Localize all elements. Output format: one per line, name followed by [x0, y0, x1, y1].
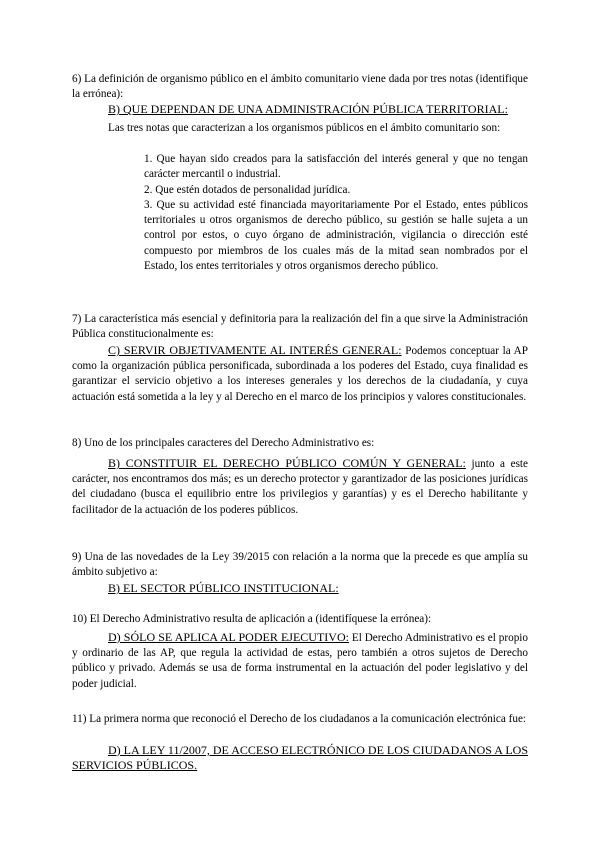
answer-10 — [72, 630, 528, 692]
question-9: 9) Una de las novedades de la Ley 39/2015 con relación a la norma que la precede es que amplía su ámbito subjetivo a: — [72, 551, 528, 579]
question-6: 6) La definición de organismo público en el ámbito comunitario viene dada por tres notas (identifique la errónea): — [72, 73, 528, 101]
explanation-10: El Derecho Administrativo es el propio y ordinario de las AP, que regula la actividad de estas, pero también a otros sujetos de Derecho público y privado. Además se usa de forma instrumental en la actuación del poder legislativo y del poder judicial. — [72, 632, 529, 690]
explanation-6: Las tres notas que caracterizan a los organismos públicos en el ámbito comunitario son: — [108, 122, 501, 134]
list-item-6-1: 1. Que hayan sido creados para la satisfacción del interés general y que no tengan carácter mercantil o industrial. — [144, 153, 528, 181]
answer-11 — [72, 743, 528, 773]
answer-8 — [72, 456, 528, 518]
answer-6-title: B) QUE DEPENDAN DE UNA ADMINISTRACIÓN PÚBLICA TERRITORIAL: — [108, 102, 508, 116]
question-10: 10) El Derecho Administrativo resulta de aplicación a (identifíquese la errónea): — [72, 613, 432, 625]
answer-9-title: B) EL SECTOR PÚBLICO INSTITUCIONAL: — [108, 581, 339, 595]
question-11: 11) La primera norma que reconoció el Derecho de los ciudadanos a la comunicación electrónica fue: — [72, 713, 527, 725]
answer-7 — [72, 343, 528, 405]
explanation-7: Podemos conceptuar la AP como la organización pública personificada, subordinada a los poderes del Estado, cuya finalidad es garantizar el servicio objetivo a los intereses generales y los derechos de la ciudadanía, y cuya actuación está sometida a la ley y al Derecho en el marco de los principios y valores constitucionales. — [72, 345, 528, 403]
answer-11-title: D) LA LEY 11/2007, DE ACCESO ELECTRÓNICO DE LOS CIUDADANOS A LOS SERVICIOS PÚBLICOS. — [72, 743, 528, 773]
list-item-6-3: 3. Que su actividad esté financiada mayoritariamente Por el Estado, entes públicos territoriales u otros organismos de derecho público, su gestión se halle sujeta a un control por estos, o cuyo órgano de administración, vigilancia o dirección esté compuesto por miembros de los cuales más de la mitad sean nombrados por el Estado, los entes territoriales y otros organismos derecho público. — [144, 199, 528, 272]
answer-7-title: C) SERVIR OBJETIVAMENTE AL INTERÉS GENERAL: — [108, 343, 402, 357]
list-item-6-2: 2. Que estén dotados de personalidad jurídica. — [144, 184, 351, 196]
question-7: 7) La característica más esencial y definitoria para la realización del fin a que sirve la Administración Pública constitucionalmente es: — [72, 313, 528, 341]
answer-6 — [108, 102, 528, 117]
question-8: 8) Uno de los principales caracteres del Derecho Administrativo es: — [72, 437, 375, 449]
answer-10-title: D) SÓLO SE APLICA AL PODER EJECUTIVO: — [108, 630, 349, 644]
explanation-8: junto a este carácter, nos encontramos dos más; es un derecho protector y garantizador de las posiciones jurídicas del ciudadano (busca el equilibrio entre los privilegios y garantías) y es el Derecho habilitante y facilitador de la actuación de los poderes públicos. — [72, 458, 528, 516]
answer-9 — [108, 581, 528, 596]
answer-8-title: B) CONSTITUIR EL DERECHO PÚBLICO COMÚN Y GENERAL: — [108, 456, 466, 470]
